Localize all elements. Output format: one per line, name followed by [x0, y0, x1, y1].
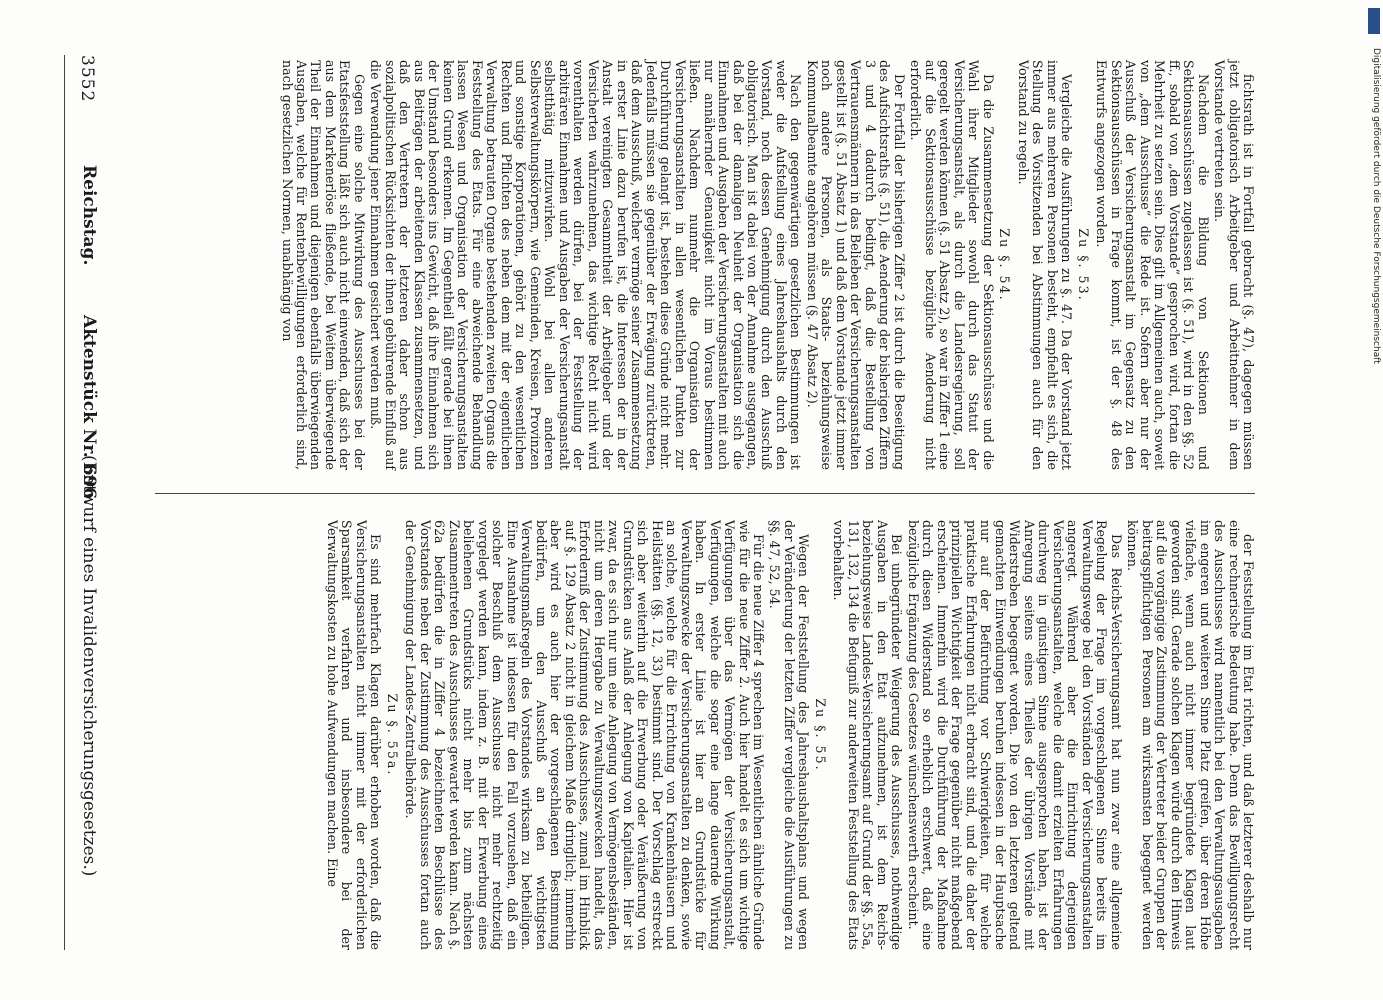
left-column	[155, 60, 1255, 470]
paragraph: Das Reichs-Versicherungsamt hat nun zwar eine allgemeine Regelung der Frage im vorgeschlagenen Sinne bereits im Verwaltungswege bei den Vorständen der Versicherungsanstalten angeregt. Während aber die Einrichtung derjenigen Versicherungsanstalten, welche die damit erzielten Erfahrungen durchweg in günstigem Sinne ausgesprochen haben, ist der Anregung seitens eines Theiles der übrigen Vorstände mit Widerstreben begegnet worden. Die von den letzteren geltend gemachten Einwendungen beruhen indessen in der Hauptsache nur auf der Befürchtung vor Schwierigkeiten, für welche praktische Erfahrungen nicht erbracht sind, und die daher der prinzipiellen Wichtigkeit der Frage gegenüber nicht maßgebend erscheinen. Immerhin wird die Durchführung der Maßnahme durch diesen Widerstand so erheblich erschwert, daß eine bezügliche Ergänzung des Gesetzes wünschenswerth erscheint.	[905, 520, 1124, 950]
document-subtitle: (Entwurf eines Invalidenversicherungsgesetzes.)	[79, 455, 99, 877]
section-heading: Zu §. 55a.	[384, 693, 400, 777]
digitization-note	[1367, 8, 1381, 998]
rotated-document-page	[45, 0, 1365, 1000]
paragraph: Für die neue Ziffer 4 sprechen im Wesentlichen ähnliche Gründe wie für die neue Ziffer 2. Auch hier handelt es sich um wichtige Verfügungen über das Vermögen der Versicherungsanstalt, Verfügungen, welche die sogar eine lange dauernde Wirkung haben. In erster Linie ist hier an Grundstücke für Verwaltungszwecke der Versicherungsanstalten zu denken, sowie an solche, welche für die Errichtung von Krankenhäusern und Heilstätten (§§. 12, 33) bestimmt sind. Der Vorschlag erstreckt sich aber weiterhin auf die Erwerbung oder Veräußerung von Grundstücken aus Anlaß der Anlegung von Kapitalien. Hier ist zwar, da es sich nur um eine Anlegung von Vermögensbeständen, nicht um deren Hergabe zu Verwaltungszwecken handelt, das Erforderniß der Zustimmung des Ausschusses, zumal im Hinblick auf §. 129 Absatz 2 nicht in gleichem Maße dringlich; immerhin aber wird es auch hier der vorgeschlagenen Bestimmung bedürfen, um den Ausschuß an den wichtigsten Verwaltungsmaßregeln des Vorstandes wirksam zu betheiligen. Eine Ausnahme ist indessen für den Fall vorzusehen, daß ein solcher Beschluß dem Ausschusse nicht mehr rechtzeitig vorgelegt werden kann, indem z. B. mit der Erwerbung eines beliehenen Grundstücks nicht mehr bis zum nächsten Zusammentreten des Ausschusses gewartet werden kann. Nach §. 62a bedürfen die in Ziffer 4 bezeichneten Beschlüsse des Vorstandes neben der Zustimmung des Ausschusses fortan auch der Genehmigung der Landes-Zentralbehörde.	[403, 520, 767, 950]
paragraph: Nachdem die Bildung von Sektionen und Sektionsausschüssen zugelassen ist (§. 51), wird in den §§. 52 ff., sobald von „dem Vorstande“ gesprochen wird, fortan die Mehrheit zu setzen sein. Dies gilt im Allgemeinen auch, soweit von „dem Ausschusse“ die Rede ist. Sofern aber nur der Ausschuß der Versicherungsanstalt im Gegensatz zu den Sektionsausschüssen in Frage kommt, ist der §. 48 des Entwurfs angezogen worden.	[1094, 60, 1211, 470]
paragraph: Bei unbegründeter Weigerung des Ausschusses, nothwendige Ausgaben in den Etat aufzunehmen, ist dem Reichs- beziehungsweise Landes-Versicherungsamt auf Grund der §§. 55a, 131, 132, 134 die Befugniß zur anderweiten Feststellung des Etats vorbehalten.	[831, 520, 905, 950]
document-number: Aktenstück Nr. 696.	[79, 315, 99, 506]
paragraph: Wegen der Feststellung des Jahreshaushaltsplans und wegen der Veränderung der letzten Ziffer vergleiche die Ausführungen zu §§. 47, 52, 54.	[767, 520, 812, 950]
paragraph: fichtsrath ist in Fortfall gebracht (§. 47), dagegen müssen jetzt obligatorisch Arbeitgeber und Arbeitnehmer in dem Vorstande vertreten sein.	[1212, 60, 1256, 470]
right-column	[155, 520, 1255, 950]
page-number: 3552	[77, 55, 97, 103]
section-heading: Zu §. 53.	[1075, 228, 1091, 302]
paragraph: Der Fortfall der bisherigen Ziffer 2 ist durch die Beseitigung des Aufsichtsraths (§. 51), die Aenderung der bisherigen Ziffern 3 und 4 dadurch bedingt, daß die Bestellung von Vertrauensmännern in das Belieben der Versicherungsanstalten gestellt ist (§. 51 Absatz 1) und daß dem Vorstande jetzt immer noch andere Personen, als Staats- beziehungsweise Kommunalbeamte angehören müssen (§. 47 Absatz 2).	[804, 60, 907, 470]
section-heading: Zu §. 54.	[997, 228, 1013, 302]
column-divider	[155, 493, 1255, 494]
page-header	[65, 55, 105, 945]
paragraph: Nach den gegenwärtigen gesetzlichen Bestimmungen ist weder die Aufstellung eines Jahreshaushalts durch den Vorstand, noch dessen Genehmigung durch den Ausschuß obligatorisch. Man ist dabei von der Annahme ausgegangen, daß bei der damaligen Neuheit der Organisation sich die Einnahmen und Ausgaben der Versicherungsanstalten mit auch nur annähernder Genauigkeit nicht im Voraus bestimmen ließen. Nachdem nunmehr die Organisation der Versicherungsanstalten in allen wesentlichen Punkten zur Durchführung gelangt ist, bestehen diese Gründe nicht mehr. Jedenfalls müssen sie gegenüber der Erwägung zurücktreten, daß dem Ausschuß, welcher vermöge seiner Zusammensetzung in erster Linie dazu berufen ist, die Interessen der in der Anstalt vereinigten Gesammtheit der Arbeitgeber und der Versicherten wahrzunehmen, das wichtige Recht nicht wird vorenthalten werden dürfen, bei der Feststellung der arbiträren Einnahmen und Ausgaben der Versicherungsanstalt selbstthätig mitzuwirken. Wohl bei allen anderen Selbstverwaltungskörpern, wie Gemeinden, Kreisen, Provinzen und sonstige Korporationen, gehört zu den wesentlichen Rechten und Pflichten des neben dem mit der eigentlichen Verwaltung betrauten Organe bestehenden zweiten Organs die Feststellung des Etats. Für eine abweichende Behandlung lassen Wesen und Organisation der Versicherungsanstalten keinen Grund erkennen. Im Gegentheil fällt gerade bei ihnen der Umstand besonders ins Gewicht, daß ihre Einnahmen sich aus Beiträgen der arbeitenden Klassen zusammensetzen, und daß den Vertretern der letzteren daher schon aus sozialpolitischen Rücksichten der ihnen gebührende Einfluß auf die Verwendung jener Einnahmen gesichert werden muß.	[368, 60, 804, 470]
paragraph: Es sind mehrfach Klagen darüber erhoben worden, daß die Versicherungsanstalten nicht immer mit der erforderlichen Sparsamkeit verfahren und insbesondere bei der Verwaltungskosten zu hohe Aufwendungen machen. Eine	[324, 520, 384, 950]
section-heading: Zu §. 55.	[812, 698, 828, 772]
header-rule	[64, 55, 65, 950]
paragraph: Gegen eine solche Mitwirkung des Ausschusses bei der Etatsfeststellung läßt sich auch nicht einwenden, daß sich der aus dem Markenerlöse fließende, bei Weitem überwiegende Theil der Einnahmen und diejenigen ebenfalls überwiegenden Ausgaben, welche für Rentenbewilligungen erforderlich sind, nach gesetzlichen Normen, unabhängig von	[279, 60, 367, 470]
paragraph: Vergleiche die Ausführungen zu §. 47. Da der Vorstand jetzt immer aus mehreren Personen besteht, empfiehlt es sich, die Stellung des Vorsitzenden bei Abstimmungen auch für den Vorstand zu regeln.	[1015, 60, 1075, 470]
paragraph: Da die Zusammensetzung der Sektionsausschüsse und die Wahl ihrer Mitglieder sowohl durch das Statut der Versicherungsanstalt, als durch die Landesregierung, soll geregelt werden können (§. 51 Absatz 2), so war in Ziffer 1 eine auf die Sektionsausschüsse bezügliche Aenderung nicht erforderlich.	[908, 60, 996, 470]
digitization-note-text: Digitalisierung gefördert durch die Deutsche Forschungsgemeinschaft	[1371, 48, 1381, 364]
publication-name: Reichstag.	[79, 165, 99, 266]
paragraph: der Feststellung im Etat richten, und daß letzterer deshalb nur eine rechnerische Bedeutung habe. Denn das Bewilligungsrecht des Ausschusses wird namentlich bei den Verwaltungsausgaben im engeren und weiteren Sinne Platz greifen, über deren Höhe vielfache, wenn auch nicht immer begründete Klagen laut geworden sind. Gerade solchen Klagen würde durch den Hinweis auf die vorgängige Zustimmung der Vertreter beider Gruppen der beitragspflichtigen Personen am wirksamsten begegnet werden können.	[1125, 520, 1256, 950]
